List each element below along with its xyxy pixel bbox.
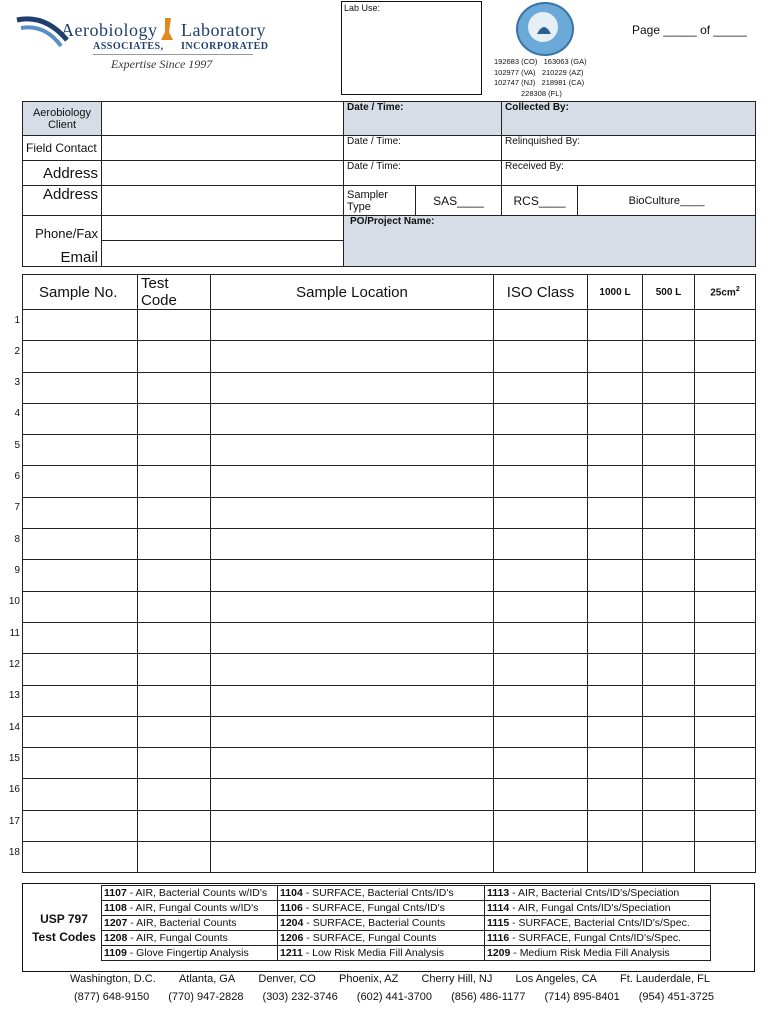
test-code-description: - SURFACE, Bacterial Cnts/ID's [302,887,454,899]
25cm2-cell[interactable] [695,622,756,653]
sample-location-cell[interactable] [211,529,494,560]
header-superscript: 2 [735,285,740,293]
row-number: 1 [14,315,20,326]
test-code-cell[interactable] [138,372,211,403]
test-code-number: 1106 [280,902,303,914]
test-code-item [278,946,485,961]
table-row [23,622,756,653]
test-code-number: 1211 [280,947,303,959]
page-number-field[interactable]: Page _____ of _____ [632,23,747,37]
test-code-cell[interactable] [138,497,211,528]
500l-cell[interactable] [643,810,695,841]
received-by-label: Received By: [505,161,564,172]
footer-phone: (602) 441-3700 [356,991,433,1003]
test-code-number: 1115 [487,917,510,929]
phone-fax-field[interactable] [102,216,344,241]
sample-no-cell[interactable] [23,716,138,747]
25cm2-cell[interactable] [695,372,756,403]
test-code-item [485,886,711,901]
25cm2-cell[interactable] [695,529,756,560]
sample-no-cell[interactable] [23,529,138,560]
test-code-item [102,886,278,901]
iso-class-cell[interactable] [494,560,588,591]
test-code-number: 1113 [487,887,510,899]
500l-cell[interactable] [643,748,695,779]
lab-use-box[interactable] [341,1,482,95]
accreditation-item: 218981 (CA) [541,78,585,87]
25cm2-cell[interactable] [695,310,756,341]
iso-class-cell[interactable] [494,748,588,779]
sample-no-cell[interactable] [23,372,138,403]
footer-phone: (877) 648-9150 [74,991,150,1003]
row-number: 17 [8,816,20,827]
25cm2-cell[interactable] [695,842,756,873]
1000l-cell[interactable] [588,685,643,716]
test-code-number: 1204 [280,917,304,929]
footer-phone: (714) 895-8401 [544,991,620,1003]
test-code-description: - SURFACE, Fungal Cnts/ID's/Spec. [509,932,682,944]
test-code-description: - Glove Fingertip Analysis [126,947,249,959]
1000l-cell[interactable] [588,403,643,434]
rcs-option[interactable]: RCS____ [502,186,578,216]
table-row [23,810,756,841]
iso-class-cell[interactable] [494,685,588,716]
sample-location-cell[interactable] [211,654,494,685]
25cm2-cell[interactable] [695,810,756,841]
row-number: 12 [8,659,20,670]
table-row [23,403,756,434]
25cm2-cell[interactable] [695,748,756,779]
row-number: 5 [14,440,20,451]
test-code-description: - SURFACE, Fungal Cnts/ID's [302,902,445,914]
1000l-cell[interactable] [588,810,643,841]
iso-class-cell[interactable] [494,622,588,653]
footer-city: Washington, D.C. [70,973,156,985]
field-contact-label: Field Contact [23,136,102,161]
po-project-field[interactable] [344,216,756,267]
iso-class-cell[interactable] [494,529,588,560]
1000l-cell[interactable] [588,591,643,622]
date-time-label: Date / Time: [347,161,401,172]
1000l-cell[interactable] [588,654,643,685]
sample-no-cell[interactable] [23,685,138,716]
footer-city: Cherry Hill, NJ [421,973,493,985]
test-code-item [102,901,278,916]
test-code-number: 1108 [104,902,127,914]
25cm2-cell[interactable] [695,497,756,528]
500l-cell[interactable] [643,685,695,716]
sample-no-cell[interactable] [23,466,138,497]
footer-city: Atlanta, GA [178,973,236,985]
test-code-description: - AIR, Bacterial Counts [127,917,237,929]
sample-location-cell[interactable] [211,591,494,622]
email-field[interactable] [102,241,344,267]
500l-cell[interactable] [643,560,695,591]
address-label: Address [23,186,102,216]
footer-phone: (770) 947-2828 [168,991,244,1003]
accreditation-item: 228308 (FL) [521,88,562,98]
test-code-cell[interactable] [138,560,211,591]
1000l-cell[interactable] [588,716,643,747]
test-code-cell[interactable] [138,591,211,622]
table-row [23,716,756,747]
1000l-cell[interactable] [588,560,643,591]
table-row [23,654,756,685]
sample-location-cell[interactable] [211,842,494,873]
1000l-cell[interactable] [588,779,643,810]
test-code-cell[interactable] [138,810,211,841]
test-code-item [102,931,278,946]
accreditation-item: 192683 (CO) [494,57,538,66]
25cm2-cell[interactable] [695,685,756,716]
test-code-cell[interactable] [138,529,211,560]
accreditation-seal [516,2,574,56]
test-code-item [278,916,485,931]
iso-class-cell[interactable] [494,372,588,403]
microscope-icon [157,16,179,44]
test-code-item [485,901,711,916]
date-time-label: Date / Time: [347,102,404,113]
25cm2-cell[interactable] [695,654,756,685]
test-code-cell[interactable] [138,748,211,779]
iso-class-cell[interactable] [494,310,588,341]
iso-class-cell[interactable] [494,435,588,466]
sas-option[interactable]: SAS____ [416,186,502,216]
iso-class-cell[interactable] [494,779,588,810]
address-line2-field[interactable] [102,186,344,216]
iso-class-cell[interactable] [494,341,588,372]
500l-cell[interactable] [643,779,695,810]
table-row [23,842,756,873]
sample-location-cell[interactable] [211,810,494,841]
test-code-description: - Low Risk Media Fill Analysis [302,947,444,959]
sample-no-cell[interactable] [23,748,138,779]
sample-no-cell[interactable] [23,810,138,841]
sample-location-cell[interactable] [211,779,494,810]
500l-cell[interactable] [643,372,695,403]
footer-phone: (303) 232-3746 [262,991,338,1003]
usp-label-line1: USP 797 [40,912,88,926]
field-contact-field[interactable] [102,136,344,161]
footer-city: Ft. Lauderdale, FL [620,973,710,985]
row-number: 4 [14,408,20,419]
sample-location-cell[interactable] [211,310,494,341]
lab-use-label: Lab Use: [344,3,381,13]
logo-divider [93,54,253,55]
sample-no-cell[interactable] [23,842,138,873]
1000l-cell[interactable] [588,748,643,779]
sample-no-cell[interactable] [23,779,138,810]
sample-location-cell[interactable] [211,435,494,466]
table-row [23,466,756,497]
footer-cities [70,973,710,985]
sample-location-cell[interactable] [211,466,494,497]
test-codes-table [101,885,711,961]
test-code-description: - AIR, Bacterial Cnts/ID's/Speciation [509,887,680,899]
500l-cell[interactable] [643,591,695,622]
codes-section [22,883,755,972]
iso-class-cell[interactable] [494,497,588,528]
footer-phone: (856) 486-1177 [451,991,526,1003]
test-code-item [278,901,485,916]
sample-no-cell[interactable] [23,310,138,341]
collection-date-time-field[interactable] [344,102,502,136]
sample-no-cell[interactable] [23,591,138,622]
500l-cell[interactable] [643,842,695,873]
email-label: Email [23,241,102,267]
accreditation-item: 210229 (AZ) [541,67,584,77]
header-sample-no: Sample No. [23,275,138,310]
sample-location-cell[interactable] [211,560,494,591]
500l-cell[interactable] [643,466,695,497]
footer-phones [74,991,714,1003]
relinquished-by-label: Relinquished By: [505,136,581,147]
25cm2-cell[interactable] [695,341,756,372]
test-code-cell[interactable] [138,779,211,810]
sample-location-cell[interactable] [211,372,494,403]
po-project-label: PO/Project Name: [350,216,435,227]
iso-class-cell[interactable] [494,842,588,873]
test-code-row [102,946,711,961]
25cm2-cell[interactable] [695,435,756,466]
test-code-description: - SURFACE, Fungal Counts [303,932,437,944]
sample-no-cell[interactable] [23,403,138,434]
relinquished-by-field[interactable] [502,136,756,161]
logo-word-incorporated: INCORPORATED [181,41,269,52]
row-number: 13 [8,690,20,701]
table-row [23,779,756,810]
client-info-table [22,101,756,267]
sample-location-cell[interactable] [211,622,494,653]
table-row [23,435,756,466]
test-code-description: - AIR, Fungal Cnts/ID's/Speciation [509,902,671,914]
iso-class-cell[interactable] [494,466,588,497]
500l-cell[interactable] [643,435,695,466]
header-25cm: 25cm [710,287,736,299]
logo-word-aerobiology: Aerobiology [61,20,158,40]
row-number: 7 [14,502,20,513]
test-code-item [485,946,711,961]
header-iso-class: ISO Class [494,275,588,310]
table-row [23,591,756,622]
test-code-description: - AIR, Fungal Counts [127,932,228,944]
footer-phone: (954) 451-3725 [638,991,714,1003]
sample-location-cell[interactable] [211,497,494,528]
iso-class-cell[interactable] [494,716,588,747]
accreditation-list [494,57,604,99]
receive-date-time-field[interactable] [344,161,502,186]
sample-rows [23,310,756,873]
company-logo [15,14,269,76]
test-code-item [102,946,278,961]
header-500l: 500 L [643,275,695,310]
sampler-type-label: Sampler Type [344,186,416,216]
test-code-number: 1207 [104,917,128,929]
sample-location-cell[interactable] [211,341,494,372]
test-code-row [102,931,711,946]
1000l-cell[interactable] [588,435,643,466]
1000l-cell[interactable] [588,341,643,372]
row-number: 2 [14,346,20,357]
test-code-number: 1107 [104,887,127,899]
bioculture-option[interactable]: BioCulture____ [578,186,756,216]
test-code-description: - SURFACE, Bacterial Counts [303,917,446,929]
test-code-cell[interactable] [138,435,211,466]
25cm2-cell[interactable] [695,779,756,810]
500l-cell[interactable] [643,341,695,372]
25cm2-cell[interactable] [695,560,756,591]
accreditation-item: 102977 (VA) [494,67,536,77]
1000l-cell[interactable] [588,529,643,560]
tagline: Expertise Since 1997 [111,57,213,71]
iso-class-cell[interactable] [494,403,588,434]
test-code-cell[interactable] [138,654,211,685]
date-time-label: Date / Time: [347,136,401,147]
row-number: 6 [14,471,20,482]
500l-cell[interactable] [643,529,695,560]
test-code-cell[interactable] [138,716,211,747]
accreditation-item: 163063 (GA) [543,57,587,66]
test-code-cell[interactable] [138,403,211,434]
row-number: 3 [14,377,20,388]
row-number-column [0,299,20,864]
usp-797-label [29,910,99,946]
test-code-cell[interactable] [138,310,211,341]
1000l-cell[interactable] [588,466,643,497]
test-code-row [102,886,711,901]
sample-no-cell[interactable] [23,341,138,372]
footer-city: Phoenix, AZ [339,973,399,985]
received-by-field[interactable] [502,161,756,186]
test-code-number: 1206 [280,932,304,944]
test-code-description: - SURFACE, Bacterial Cnts/ID's/Spec. [509,917,690,929]
logo-word-associates: ASSOCIATES, [93,41,164,52]
test-code-cell[interactable] [138,622,211,653]
phone-fax-label: Phone/Fax [23,216,102,241]
25cm2-cell[interactable] [695,403,756,434]
footer-city: Denver, CO [258,973,316,985]
test-code-item [485,931,711,946]
sample-location-cell[interactable] [211,685,494,716]
test-code-number: 1208 [104,932,128,944]
table-row [23,310,756,341]
iso-class-cell[interactable] [494,591,588,622]
500l-cell[interactable] [643,403,695,434]
usp-label-line2: Test Codes [32,930,96,944]
test-code-cell[interactable] [138,341,211,372]
test-code-item [278,931,485,946]
sample-no-cell[interactable] [23,654,138,685]
sample-table [22,274,756,873]
table-row [23,748,756,779]
25cm2-cell[interactable] [695,466,756,497]
sample-location-cell[interactable] [211,748,494,779]
header-sample-location: Sample Location [211,275,494,310]
collected-by-label: Collected By: [505,102,569,113]
client-name-field[interactable] [102,102,344,136]
test-code-number: 1209 [487,947,511,959]
relinquish-date-time-field[interactable] [344,136,502,161]
test-code-cell[interactable] [138,685,211,716]
test-code-cell[interactable] [138,842,211,873]
test-code-description: - AIR, Bacterial Counts w/ID's [126,887,268,899]
table-row [23,560,756,591]
table-row [23,529,756,560]
row-number: 8 [14,534,20,545]
500l-cell[interactable] [643,716,695,747]
table-row [23,497,756,528]
test-code-number: 1114 [487,902,510,914]
sample-no-cell[interactable] [23,497,138,528]
test-code-row [102,916,711,931]
1000l-cell[interactable] [588,622,643,653]
500l-cell[interactable] [643,310,695,341]
sample-no-cell[interactable] [23,560,138,591]
sample-no-cell[interactable] [23,622,138,653]
table-row [23,372,756,403]
table-row [23,685,756,716]
row-number: 10 [8,596,20,607]
header-25cm2 [695,275,756,310]
accreditation-item: 102747 (NJ) [494,78,536,87]
header-test-code: Test Code [138,275,211,310]
row-number: 9 [14,565,20,576]
test-code-number: 1109 [104,947,127,959]
table-row [23,341,756,372]
row-number: 11 [9,628,20,639]
1000l-cell[interactable] [588,842,643,873]
25cm2-cell[interactable] [695,591,756,622]
footer-city: Los Angeles, CA [515,973,597,985]
test-code-item [102,916,278,931]
collected-by-field[interactable] [502,102,756,136]
row-number: 18 [8,847,20,858]
header-1000l: 1000 L [588,275,643,310]
1000l-cell[interactable] [588,310,643,341]
test-code-description: - AIR, Fungal Counts w/ID's [126,902,259,914]
test-code-item [485,916,711,931]
test-code-number: 1104 [280,887,303,899]
test-code-description: - Medium Risk Media Fill Analysis [510,947,670,959]
aerobiology-client-label: Aerobiology Client [23,102,102,136]
500l-cell[interactable] [643,622,695,653]
sample-location-cell[interactable] [211,403,494,434]
row-number: 14 [8,722,20,733]
iso-class-cell[interactable] [494,810,588,841]
logo-word-laboratory: Laboratory [181,20,266,40]
test-code-item [278,886,485,901]
row-number: 15 [8,753,20,764]
1000l-cell[interactable] [588,497,643,528]
500l-cell[interactable] [643,497,695,528]
row-number: 16 [8,784,20,795]
25cm2-cell[interactable] [695,716,756,747]
address-label: Address [23,161,102,186]
address-line1-field[interactable] [102,161,344,186]
sample-location-cell[interactable] [211,716,494,747]
iso-class-cell[interactable] [494,654,588,685]
test-code-cell[interactable] [138,466,211,497]
test-code-row [102,901,711,916]
seal-icon [534,18,554,38]
1000l-cell[interactable] [588,372,643,403]
sample-no-cell[interactable] [23,435,138,466]
500l-cell[interactable] [643,654,695,685]
test-code-number: 1116 [487,932,510,944]
